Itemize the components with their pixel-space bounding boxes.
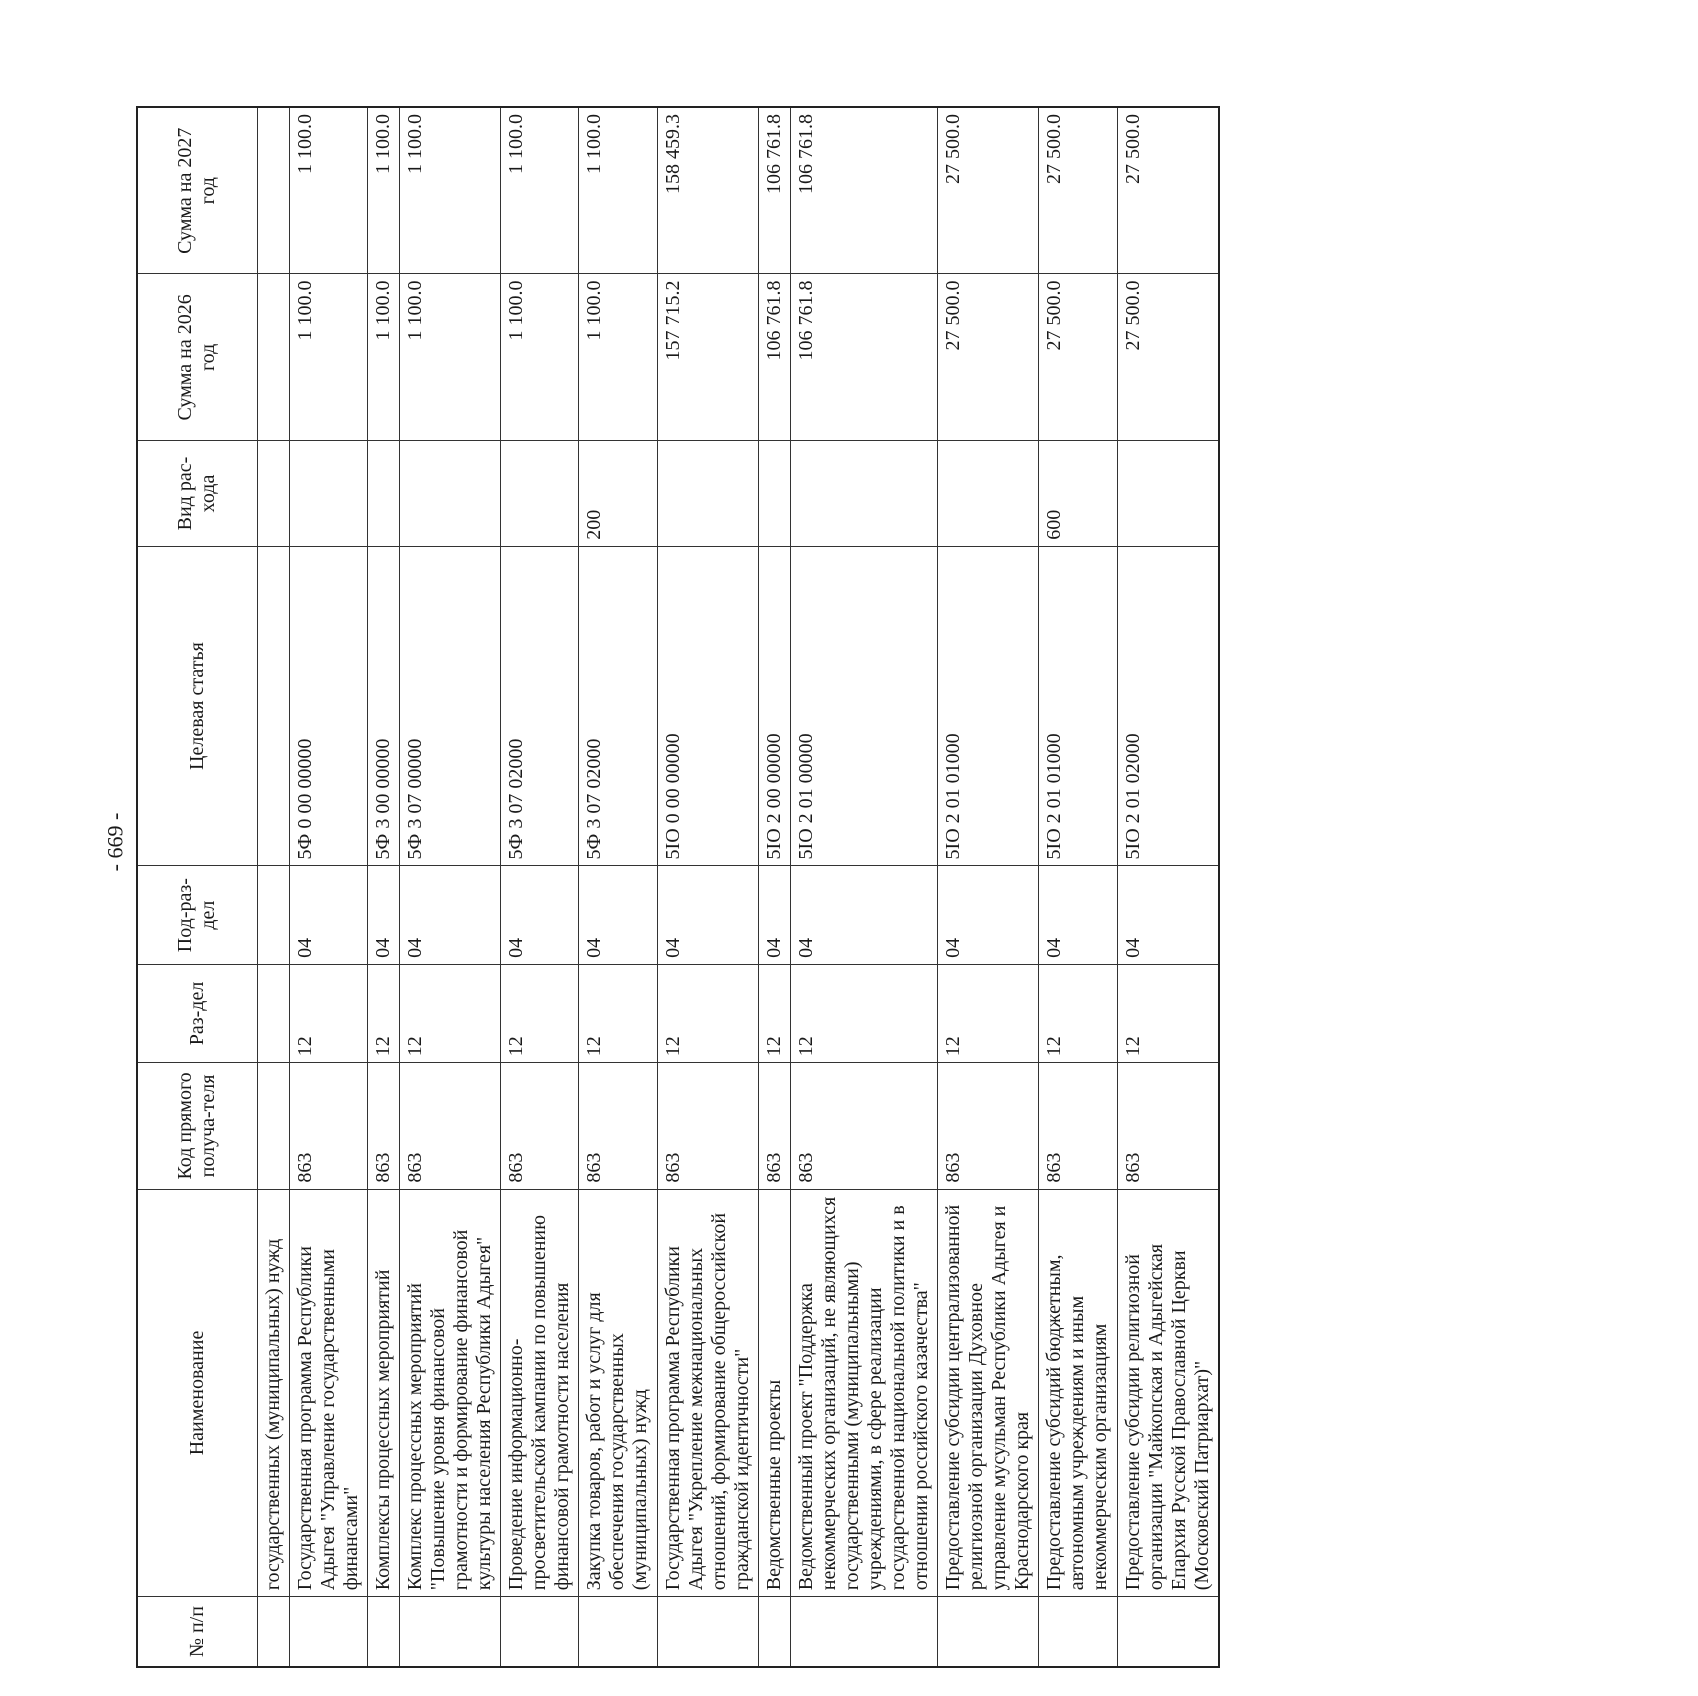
cell-no	[938, 1597, 1039, 1667]
cell-name: Проведение информационно-просветительской кампании по повышению финансовой грамотности населения	[501, 1189, 579, 1597]
cell-sum2026: 1 100.0	[579, 274, 657, 441]
cell-sum2026: 27 500.0	[938, 274, 1039, 441]
cell-sum2026: 27 500.0	[1039, 274, 1117, 441]
cell-code: 863	[657, 1063, 758, 1189]
cell-sum2027	[257, 107, 289, 274]
cell-article: 5Ф 3 00 00000	[367, 546, 399, 866]
table-row	[938, 107, 1039, 1667]
cell-name: Закупка товаров, работ и услуг для обеспечения государственных (муниципальных) нужд	[579, 1189, 657, 1597]
cell-article	[257, 546, 289, 866]
header-code: Код прямого получа-теля	[137, 1063, 257, 1189]
cell-name: государственных (муниципальных) нужд	[257, 1189, 289, 1597]
cell-vid: 600	[1039, 441, 1117, 546]
header-row	[137, 107, 257, 1667]
table-row	[399, 107, 500, 1667]
cell-article: 5IO 2 00 00000	[758, 546, 790, 866]
cell-article: 5IO 2 01 02000	[1117, 546, 1219, 866]
cell-podrazdel: 04	[399, 866, 500, 964]
cell-podrazdel: 04	[501, 866, 579, 964]
cell-razdel: 12	[1039, 964, 1117, 1062]
cell-sum2026: 1 100.0	[501, 274, 579, 441]
cell-no	[657, 1597, 758, 1667]
cell-no	[289, 1597, 367, 1667]
cell-sum2027: 158 459.3	[657, 107, 758, 274]
cell-razdel: 12	[657, 964, 758, 1062]
cell-razdel: 12	[790, 964, 937, 1062]
header-vid: Вид рас-хода	[137, 441, 257, 546]
cell-name: Предоставление субсидии религиозной организации "Майкопская и Адыгейская Епархия Русской Православной Церкви (Московский Патриархат)"	[1117, 1189, 1219, 1597]
rotated-table-frame	[136, 114, 1698, 1668]
cell-article: 5IO 2 01 00000	[790, 546, 937, 866]
cell-name: Ведомственный проект "Поддержка некоммерческих организаций, не являющихся государственными (муниципальными) учреждениями, в сфере реализации государственной национальной политики и в отношении российского казачества"	[790, 1189, 937, 1597]
cell-razdel: 12	[938, 964, 1039, 1062]
table-row	[367, 107, 399, 1667]
cell-sum2027: 1 100.0	[399, 107, 500, 274]
cell-vid	[657, 441, 758, 546]
cell-no	[257, 1597, 289, 1667]
cell-article: 5Ф 3 07 02000	[579, 546, 657, 866]
budget-table	[136, 106, 1220, 1668]
cell-code: 863	[289, 1063, 367, 1189]
cell-sum2026: 27 500.0	[1117, 274, 1219, 441]
cell-podrazdel: 04	[790, 866, 937, 964]
cell-vid: 200	[579, 441, 657, 546]
cell-no	[1117, 1597, 1219, 1667]
header-razdel: Раз-дел	[137, 964, 257, 1062]
cell-article: 5Ф 3 07 00000	[399, 546, 500, 866]
cell-sum2027: 1 100.0	[289, 107, 367, 274]
header-sum2026: Сумма на 2026 год	[137, 274, 257, 441]
cell-sum2027: 27 500.0	[1117, 107, 1219, 274]
cell-no	[579, 1597, 657, 1667]
cell-code: 863	[790, 1063, 937, 1189]
cell-code: 863	[367, 1063, 399, 1189]
cell-article: 5IO 2 01 01000	[938, 546, 1039, 866]
table-row	[501, 107, 579, 1667]
header-sum2027: Сумма на 2027 год	[137, 107, 257, 274]
table-row	[657, 107, 758, 1667]
cell-sum2027: 1 100.0	[579, 107, 657, 274]
cell-vid	[501, 441, 579, 546]
cell-article: 5IO 2 01 01000	[1039, 546, 1117, 866]
table-row	[257, 107, 289, 1667]
header-no: № п/п	[137, 1597, 257, 1667]
table-row	[758, 107, 790, 1667]
table-row	[579, 107, 657, 1667]
cell-name: Государственная программа Республики Адыгея "Управление государственными финансами"	[289, 1189, 367, 1597]
cell-article: 5IO 0 00 00000	[657, 546, 758, 866]
cell-podrazdel: 04	[657, 866, 758, 964]
cell-name: Предоставление субсидии централизованной религиозной организации Духовное управление мусульман Республики Адыгея и Краснодарского края	[938, 1189, 1039, 1597]
cell-podrazdel: 04	[758, 866, 790, 964]
cell-vid	[257, 441, 289, 546]
page-number: - 669 -	[102, 812, 127, 872]
header-name: Наименование	[137, 1189, 257, 1597]
cell-sum2027: 106 761.8	[790, 107, 937, 274]
cell-no	[1039, 1597, 1117, 1667]
cell-sum2026: 157 715.2	[657, 274, 758, 441]
cell-code: 863	[1117, 1063, 1219, 1189]
cell-no	[758, 1597, 790, 1667]
cell-vid	[758, 441, 790, 546]
cell-razdel: 12	[1117, 964, 1219, 1062]
cell-name: Предоставление субсидий бюджетным, автономным учреждениям и иным некоммерческим организациям	[1039, 1189, 1117, 1597]
cell-code: 863	[1039, 1063, 1117, 1189]
cell-sum2027: 27 500.0	[1039, 107, 1117, 274]
cell-no	[399, 1597, 500, 1667]
cell-sum2026: 1 100.0	[399, 274, 500, 441]
cell-name: Комплексы процессных мероприятий	[367, 1189, 399, 1597]
cell-podrazdel: 04	[289, 866, 367, 964]
cell-no	[501, 1597, 579, 1667]
cell-no	[367, 1597, 399, 1667]
cell-sum2027: 27 500.0	[938, 107, 1039, 274]
cell-sum2027: 1 100.0	[367, 107, 399, 274]
cell-name: Ведомственные проекты	[758, 1189, 790, 1597]
cell-vid	[1117, 441, 1219, 546]
cell-sum2026: 1 100.0	[367, 274, 399, 441]
table-row	[1039, 107, 1117, 1667]
cell-vid	[938, 441, 1039, 546]
cell-razdel: 12	[501, 964, 579, 1062]
cell-podrazdel: 04	[367, 866, 399, 964]
table-row	[790, 107, 937, 1667]
cell-vid	[289, 441, 367, 546]
header-podrazdel: Под-раз-дел	[137, 866, 257, 964]
table-row	[1117, 107, 1219, 1667]
header-article: Целевая статья	[137, 546, 257, 866]
cell-razdel: 12	[399, 964, 500, 1062]
cell-code: 863	[758, 1063, 790, 1189]
cell-razdel: 12	[367, 964, 399, 1062]
cell-sum2026: 106 761.8	[758, 274, 790, 441]
cell-code: 863	[399, 1063, 500, 1189]
cell-razdel: 12	[758, 964, 790, 1062]
cell-code: 863	[501, 1063, 579, 1189]
cell-article: 5Ф 0 00 00000	[289, 546, 367, 866]
cell-podrazdel: 04	[938, 866, 1039, 964]
cell-razdel: 12	[289, 964, 367, 1062]
cell-podrazdel: 04	[1039, 866, 1117, 964]
cell-vid	[790, 441, 937, 546]
cell-code: 863	[938, 1063, 1039, 1189]
cell-code	[257, 1063, 289, 1189]
cell-razdel: 12	[579, 964, 657, 1062]
cell-podrazdel: 04	[579, 866, 657, 964]
cell-sum2026: 1 100.0	[289, 274, 367, 441]
cell-article: 5Ф 3 07 02000	[501, 546, 579, 866]
cell-name: Комплекс процессных мероприятий "Повышение уровня финансовой грамотности и формирование финансовой культуры населения Республики Адыгея"	[399, 1189, 500, 1597]
cell-sum2027: 1 100.0	[501, 107, 579, 274]
cell-vid	[399, 441, 500, 546]
cell-sum2026: 106 761.8	[790, 274, 937, 441]
cell-name: Государственная программа Республики Адыгея "Укрепление межнациональных отношений, формирование общероссийской гражданской идентичности"	[657, 1189, 758, 1597]
table-row	[289, 107, 367, 1667]
cell-vid	[367, 441, 399, 546]
cell-razdel	[257, 964, 289, 1062]
cell-podrazdel: 04	[1117, 866, 1219, 964]
cell-sum2026	[257, 274, 289, 441]
cell-no	[790, 1597, 937, 1667]
cell-podrazdel	[257, 866, 289, 964]
cell-code: 863	[579, 1063, 657, 1189]
cell-sum2027: 106 761.8	[758, 107, 790, 274]
